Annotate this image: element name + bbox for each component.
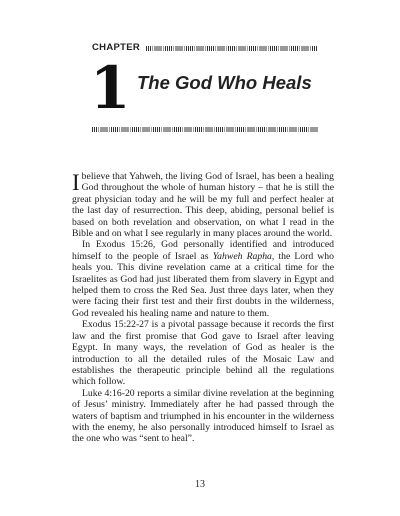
drop-cap: I [72,170,80,195]
paragraph-4: Luke 4:16-20 reports a similar divine revelation at the beginning of Jesus’ ministry. Immediately after he had passed through the waters of baptism and triumphed in his encounter in the wilderness with the enemy, he also personally introduced himself to Israel as the one who was “sent to heal”. [72,387,334,445]
body-text [72,171,334,445]
paragraph-3: Exodus 15:22-27 is a pivotal passage because it records the first law and the first promise that God gave to Israel after leaving Egypt. In many ways, the revelation of God as healer is the introduction to all the detailed rules of the Mosaic Law and establishes the therapeutic principle behind all the regulations which follow. [72,319,334,388]
chapter-title: The God Who Heals [137,72,312,93]
paragraph-2-italic: Yahweh Rapha [212,250,272,262]
paragraph-2-rest: , the Lord who heals you. This divine revelation came at a critical time for the Israelites as God had just liberated them from slavery in Egypt and helped them to cross the Red Sea. Just three days later, when they were facing their first test and their first doubts in the wilderness, God revealed his healing name and nature to them. [72,250,334,319]
chapter-label: CHAPTER [92,42,141,53]
chapter-header [92,42,318,54]
paragraph-1-text: believe that Yahweh, the living God of Israel, has been a healing God throughout the whole of human history – that he is still the great physician today and he will be my full and perfect healer at the last day of resurrection. This deep, abiding, personal belief is based on both revelation and observation, on what I read in the Bible and on what I see regularly in many places around the world. [72,171,334,240]
paragraph-1 [72,171,334,239]
page-number: 13 [195,479,205,490]
paragraph-2 [72,239,334,319]
paragraph-2-text: In Exodus 15:26, God personally identified and introduced himself to the people of Israel as [72,239,334,262]
decorative-rule-top [146,46,318,51]
chapter-number: 1 [90,54,131,122]
decorative-rule-bottom [92,127,318,132]
